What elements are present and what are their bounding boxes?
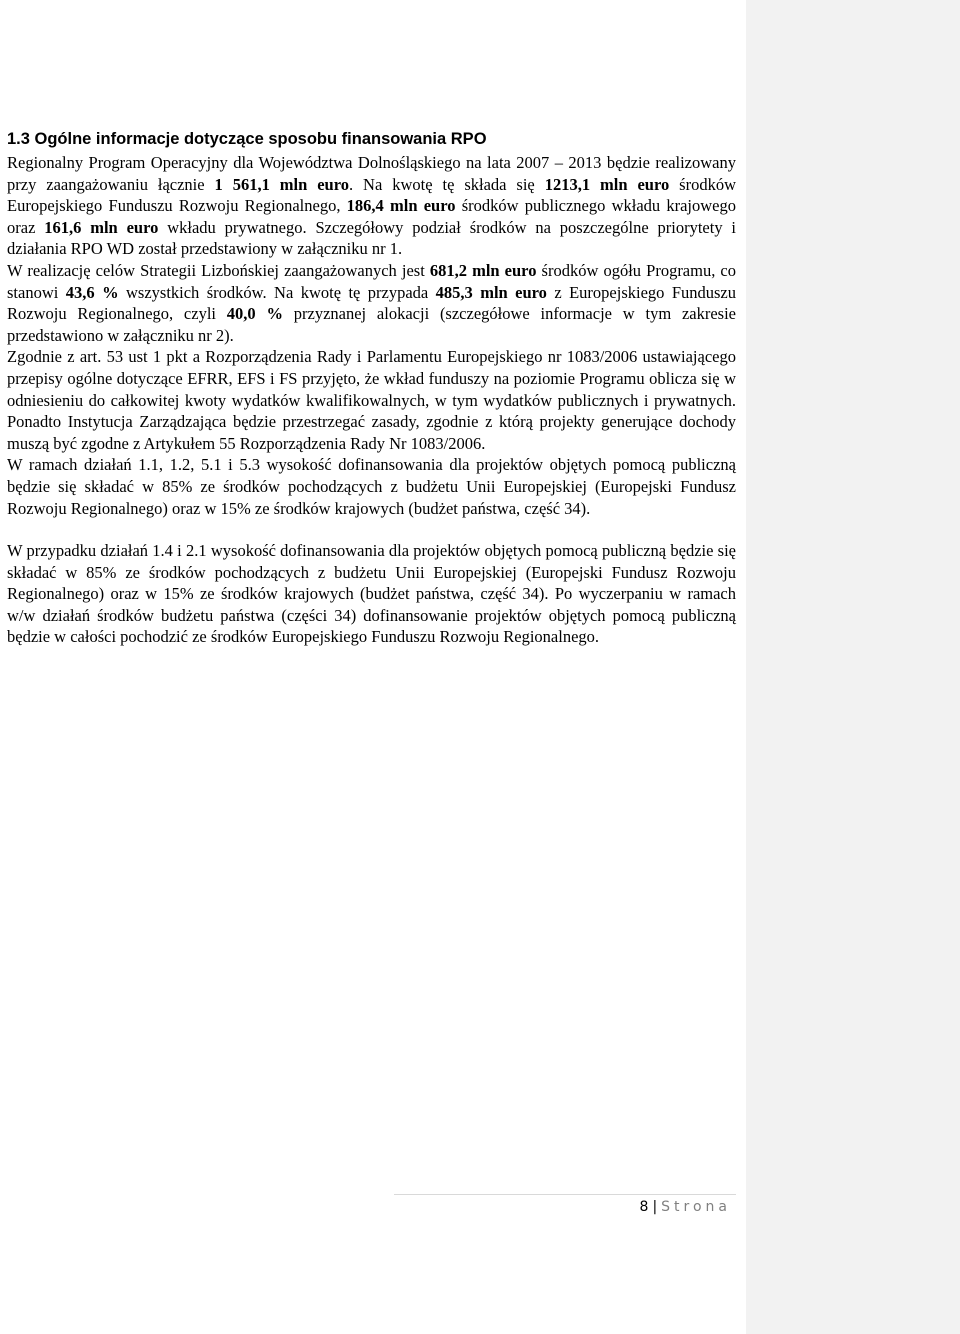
section-heading: 1.3 Ogólne informacje dotyczące sposobu finansowania RPO — [7, 130, 487, 148]
paragraph-actions-1: W ramach działań 1.1, 1.2, 5.1 i 5.3 wysokość dofinansowania dla projektów objętych pomocą publiczną będzie się składać w 85% ze środków pochodzących z budżetu Unii Europejskiej (Europejski Fundusz Rozwoju Regionalnego) oraz w 15% ze środków krajowych (budżet państwa, część 34). — [7, 455, 736, 518]
paragraph-lisbon-strategy — [7, 260, 736, 346]
comment-margin-pane — [746, 0, 960, 1334]
paragraph-actions-2: W przypadku działań 1.4 i 2.1 wysokość dofinansowania dla projektów objętych pomocą publiczną będzie się składać w 85% ze środków pochodzących z budżetu Unii Europejskiej (Europejski Fundusz Rozwoju Regionalnego) oraz w 15% ze środków krajowych (budżet państwa, część 34). Po wyczerpaniu w ramach w/w działań środków budżetu państwa (części 34) dofinansowanie projektów objętych pomocą publiczną będzie w całości pochodzić ze środków Europejskiego Funduszu Rozwoju Regionalnego. — [7, 541, 736, 647]
bold-amount: 43,6 % — [65, 282, 119, 302]
text-run: Regionalny Program Operacyjny dla Województwa Dolnośląskiego na lata 2007 – 2013 będzie realizowany przy zaangażowaniu łącznie — [7, 153, 736, 194]
footer-page-label: Strona — [661, 1199, 731, 1215]
bold-amount: 485,3 mln euro — [435, 282, 547, 302]
text-run: środków ogółu Programu, co stanowi — [7, 260, 737, 302]
page-number: 8 — [639, 1199, 649, 1215]
paragraph-regulation: Zgodnie z art. 53 ust 1 pkt a Rozporządzenia Rady i Parlamentu Europejskiego nr 1083/2006 ustawiającego przepisy ogólne dotyczące EFRR, EFS i FS przyjęto, że wkład funduszy na poziomie Programu oblicza się w odniesieniu do całkowitej kwoty wydatków kwalifikowalnych, w tym wydatków publicznych i prywatnych. Ponadto Instytucja Zarządzająca będzie przestrzegać zasady, zgodnie z którą projekty generujące dochody muszą być zgodne z Artykułem 55 Rozporządzenia Rady Nr 1083/2006. — [7, 347, 736, 453]
text-run: środków Europejskiego Funduszu Rozwoju Regionalnego, — [7, 174, 737, 216]
document-body — [7, 128, 736, 648]
text-run: . Na kwotę tę składa się — [349, 174, 545, 194]
bold-amount: 1 561,1 mln euro — [214, 174, 349, 194]
text-run: środków publicznego wkładu krajowego oraz — [7, 196, 736, 237]
bold-amount: 186,4 mln euro — [346, 196, 456, 216]
bold-amount: 161,6 mln euro — [44, 217, 159, 237]
footer-separator: | — [652, 1199, 658, 1215]
bold-amount: 681,2 mln euro — [429, 260, 537, 280]
text-run: wszystkich środków. Na kwotę tę przypada — [118, 282, 436, 302]
paragraph-financing-overview — [7, 152, 736, 260]
text-run: wkładu prywatnego. Szczegółowy podział środków na poszczególne priorytety i działania RPO WD został przedstawiony w załączniku nr 1. — [7, 217, 736, 259]
footer-divider — [394, 1194, 736, 1195]
paragraph-spacer — [7, 519, 736, 540]
text-run: przyznanej alokacji (szczegółowe informacje w tym zakresie przedstawiono w załączniku nr 2). — [7, 304, 736, 345]
text-run: W realizację celów Strategii Lizbońskiej zaangażowanych jest — [7, 260, 430, 280]
text-run: z Europejskiego Funduszu Rozwoju Regionalnego, czyli — [7, 282, 736, 324]
bold-amount: 1213,1 mln euro — [544, 174, 670, 194]
page-footer — [640, 1197, 731, 1217]
bold-amount: 40,0 % — [226, 304, 283, 324]
